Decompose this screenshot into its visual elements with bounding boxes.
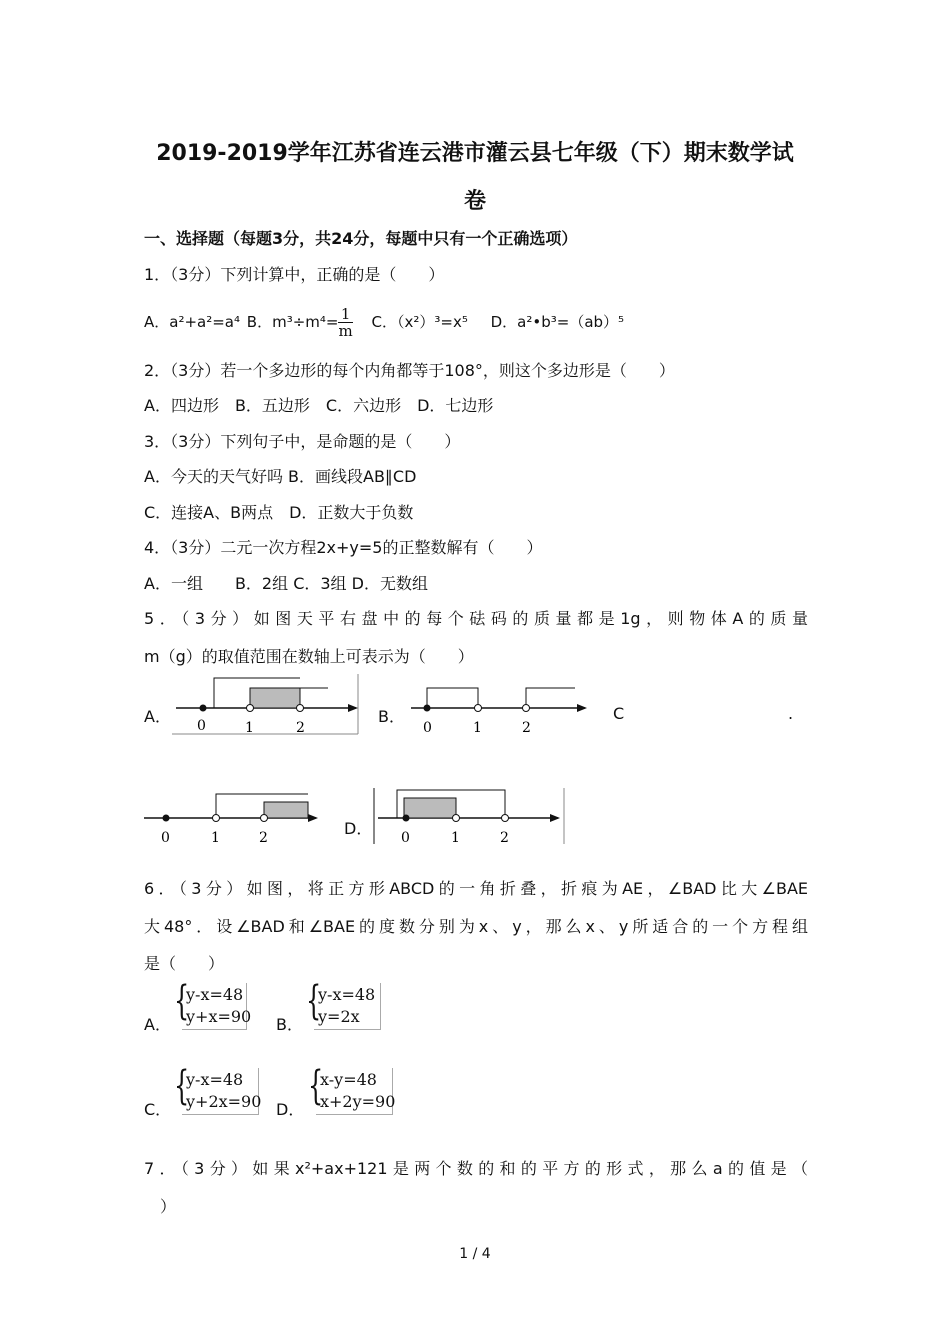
q5-stem-2: m（g）的取值范围在数轴上可表示为（ ）: [144, 647, 474, 666]
equation-1: x-y=48: [320, 1070, 377, 1089]
tick-label-0: 0: [423, 720, 432, 736]
left-brace: {: [174, 1063, 190, 1109]
fraction-numerator: 1: [338, 306, 352, 323]
equation-1: y-x=48: [186, 985, 244, 1004]
q6-label-b: B．: [276, 1015, 303, 1034]
tick-label-0: 0: [161, 830, 170, 846]
tick-label-2: 2: [500, 830, 509, 846]
q6-label-a: A．: [144, 1015, 171, 1034]
equation-2: x+2y=90: [320, 1092, 396, 1111]
tick-label-1: 1: [473, 720, 482, 736]
q1-options: [144, 306, 624, 339]
page-title-line2: 卷: [463, 189, 486, 214]
tick-label-2: 2: [259, 830, 268, 846]
q1-option-d: D．a²•b³=（ab）⁵: [490, 313, 625, 331]
q5-label-b: B．: [378, 707, 405, 726]
q5-number-line-b: [405, 684, 591, 736]
tick-label-0: 0: [401, 830, 410, 846]
q3-stem: 3．（3分）下列句子中，是命题的是（ ）: [144, 432, 461, 451]
q6-stem-1: 6．（3分）如图，将正方形ABCD的一角折叠，折痕为AE，∠BAD比大∠BAE: [144, 879, 808, 898]
q6-system-c: [174, 1063, 262, 1116]
q2-options: A．四边形 B．五边形 C．六边形 D．七边形: [144, 396, 494, 415]
q5-number-line-d: [372, 786, 568, 846]
q7-stem-2: ）: [160, 1197, 177, 1216]
fraction-denominator: m: [338, 322, 353, 340]
fraction: [338, 306, 352, 339]
tick-label-1: 1: [211, 830, 220, 846]
tick-label-1: 1: [245, 720, 254, 736]
q4-stem: 4．（3分）二元一次方程2x+y=5的正整数解有（ ）: [144, 538, 543, 557]
equation-1: y-x=48: [186, 1070, 244, 1089]
tick-label-2: 2: [296, 720, 305, 736]
page-number: 1 / 4: [459, 1246, 491, 1262]
q5-number-line-a: [170, 674, 362, 736]
equation-2: y+2x=90: [186, 1092, 262, 1111]
tick-label-0: 0: [197, 718, 206, 734]
left-brace: {: [174, 978, 190, 1024]
left-brace: {: [308, 1063, 324, 1109]
q6-stem-2: 大48°．设∠BAD和∠BAE的度数分别为x、y，那么x、y所适合的一个方程组: [144, 917, 808, 936]
q6-system-d: [308, 1063, 396, 1116]
q1-option-b: [246, 305, 353, 340]
q6-label-c: C．: [144, 1100, 172, 1119]
tick-label-2: 2: [522, 720, 531, 736]
q2-stem: 2．（3分）若一个多边形的每个内角都等于108°，则这个多边形是（ ）: [144, 361, 675, 380]
q6-label-d: D．: [276, 1100, 305, 1119]
equation-2: y=2x: [318, 1007, 360, 1026]
q5-label-c: C: [613, 704, 625, 723]
q5-label-d: D．: [344, 819, 373, 838]
q6-system-b: [306, 978, 380, 1031]
q5-label-a: A．: [144, 707, 171, 726]
q5-stem-1: 5．（3分）如图天平右盘中的每个砝码的质量都是1g，则物体A的质量: [144, 609, 808, 628]
q1-option-c: C．（x²）³=x⁵: [371, 313, 468, 331]
q1-stem: 1．（3分）下列计算中，正确的是（ ）: [144, 265, 445, 284]
page-title-line1: 2019-2019学年江苏省连云港市灌云县七年级（下）期末数学试: [156, 141, 794, 166]
q6-system-a: [174, 978, 252, 1031]
tick-label-1: 1: [451, 830, 460, 846]
q1-option-a: A．a²+a²=a⁴: [144, 313, 241, 331]
section-heading: 一、选择题（每题3分，共24分，每题中只有一个正确选项）: [144, 229, 578, 248]
q5-trailing-dot: .: [788, 704, 794, 723]
q3-options-2: C．连接A、B两点 D．正数大于负数: [144, 503, 414, 522]
q1-option-b-text: B．m³÷m⁴=: [246, 313, 339, 331]
left-brace: {: [306, 978, 322, 1024]
q6-stem-3: 是（ ）: [144, 954, 225, 973]
equation-2: y+x=90: [186, 1007, 252, 1026]
q3-options-1: A．今天的天气好吗 B．画线段AB∥CD: [144, 467, 417, 486]
q4-options: A．一组 B．2组 C．3组 D．无数组: [144, 574, 428, 593]
equation-1: y-x=48: [318, 985, 376, 1004]
q7-stem-1: 7．（3分）如果x²+ax+121是两个数的和的平方的形式，那么a的值是（: [144, 1159, 808, 1178]
q5-number-line-c: [140, 790, 324, 846]
